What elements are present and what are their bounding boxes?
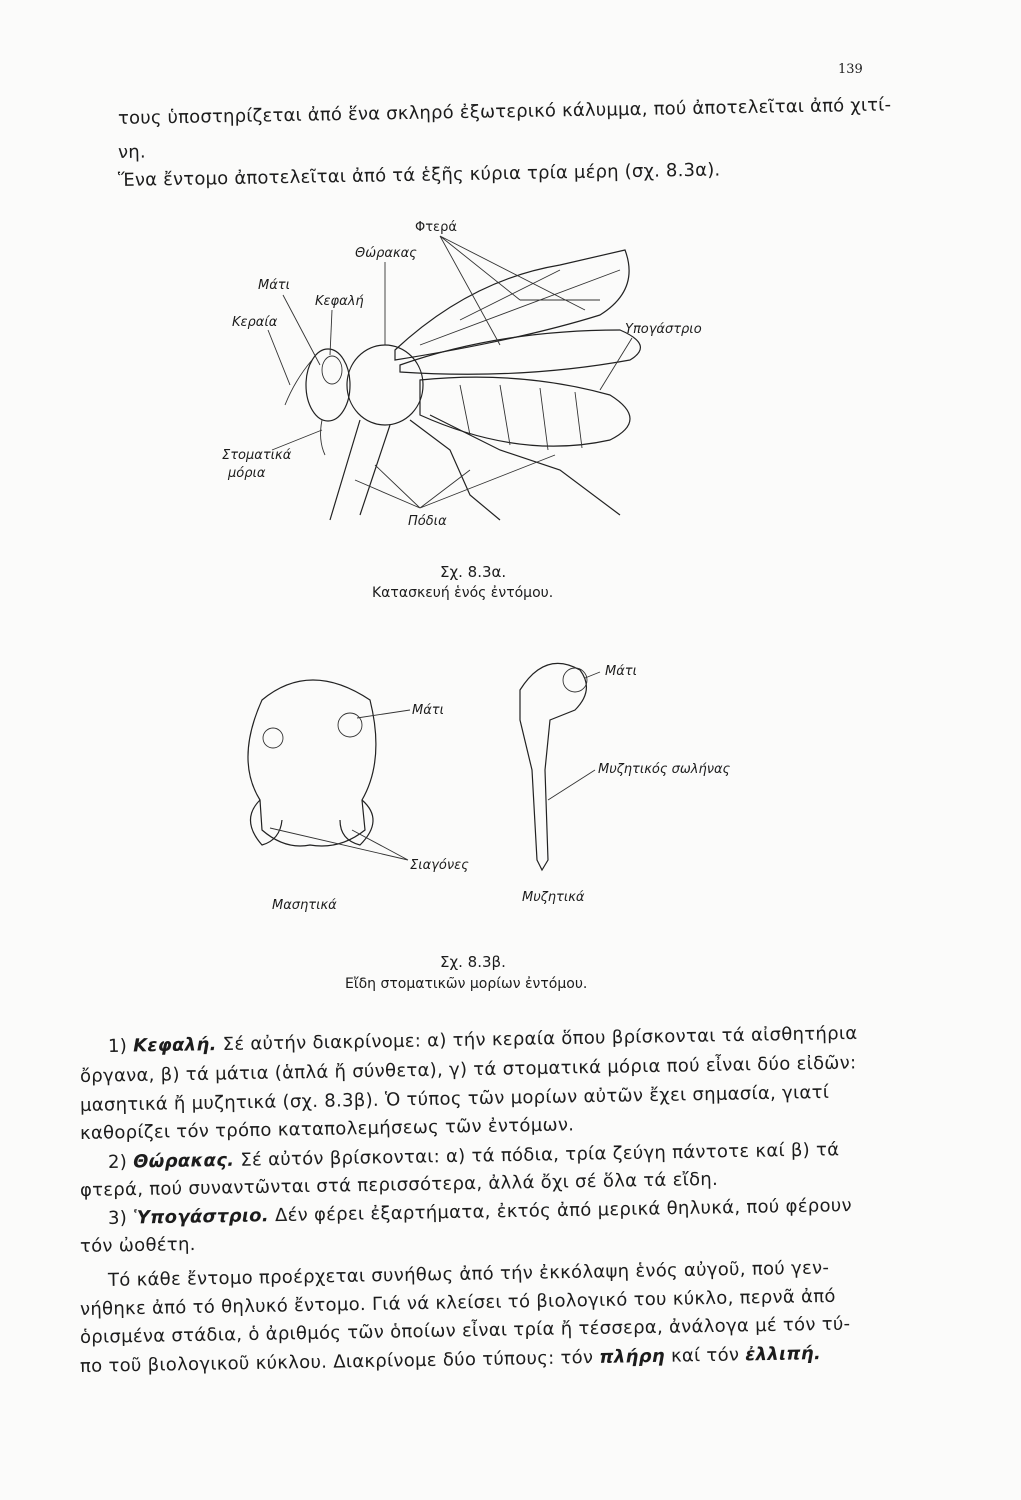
p3-line-1-text: Δέν φέρει ἐξαρτήματα, ἐκτός ἀπό μερικά θηλυκά, πού φέρουν [268, 1195, 853, 1227]
insect-abdomen-shape [420, 377, 630, 446]
figure-b-caption-text: Εἴδη στοματικῶν μορίων ἐντόμου. [345, 976, 588, 992]
figure-a-caption-number: Σχ. 8.3α. [440, 563, 507, 581]
p4-line-4-mid: καί τόν [664, 1344, 746, 1367]
p4-line-2: νήθηκε ἀπό τό θηλυκό ἔντομο. Γιά νά κλείσει τό βιολογικό του κύκλο, περνᾶ ἀπό [79, 1285, 836, 1320]
insect-abdomen-segments [460, 385, 582, 450]
insect-head-shape [306, 349, 350, 421]
mouthparts-leader [272, 430, 322, 450]
mandibles-leaders [270, 828, 408, 860]
sucking-eye-shape [563, 668, 587, 692]
proboscis-leader [548, 770, 595, 800]
label-head: Κεφαλή [315, 294, 364, 309]
label-abdomen: Υπογάστριο [625, 322, 702, 337]
sucking-head-shape [520, 663, 586, 870]
p2-line-1-text: Σέ αὐτόν βρίσκονται: α) τά πόδια, τρία ζεύγη πάντοτε καί β) τά [234, 1139, 840, 1171]
p4-line-3: ὁρισμένα στάδια, ὁ ἀριθμός τῶν ὁποίων εἶναι τρία ἤ τέσσερα, ἀνάλογα μέ τόν τύ- [79, 1313, 851, 1348]
label-sucking: Μυζητικά [522, 890, 585, 905]
insect-leg-front [330, 420, 360, 520]
head-leader [330, 310, 332, 355]
p1-number: 1) [107, 1035, 128, 1057]
chewing-eye-right-shape [338, 713, 362, 737]
p2-term: Θώρακας. [132, 1149, 235, 1173]
wings-leaders [440, 236, 585, 345]
label-antenna: Κεραία [232, 315, 278, 330]
legs-leaders [355, 455, 555, 508]
figure-b-caption-number: Σχ. 8.3β. [440, 953, 506, 971]
figure-a-caption-text: Κατασκευή ἑνός ἐντόμου. [372, 585, 554, 601]
label-eye-chewing: Μάτι [412, 703, 445, 718]
label-mouthparts-1: Στοματικά [222, 448, 292, 463]
mandible-left-shape [250, 800, 282, 845]
intro-line-2: νη. [117, 141, 146, 163]
chewing-eye-leader [357, 710, 410, 718]
label-mandibles: Σιαγόνες [410, 858, 469, 873]
chewing-eye-left-shape [263, 728, 283, 748]
p1-line-2: ὄργανα, β) τά μάτια (ἁπλά ἤ σύνθετα), γ) τά στοματικά μόρια πού εἶναι δύο εἰδῶν: [79, 1052, 857, 1087]
p3-number: 3) [107, 1207, 128, 1229]
term-complete: πλήρη [599, 1345, 666, 1368]
label-eye-sucking: Μάτι [605, 664, 638, 679]
label-mouthparts-2: μόρια [228, 466, 266, 481]
label-wings: Φτερά [415, 220, 457, 235]
p3-term: Ὑπογάστριο. [132, 1205, 270, 1229]
insect-eye-shape [322, 356, 342, 384]
p1-line-4: καθορίζει τόν τρόπο καταπολεμήσεως τῶν ἐντόμων. [79, 1114, 575, 1144]
label-thorax: Θώρακας [355, 246, 417, 261]
p4-line-4-pre: πο τοῦ βιολογικοῦ κύκλου. Διακρίνομε δύο τύπους: τόν [79, 1346, 600, 1377]
p4-line-1: Τό κάθε ἔντομο προέρχεται συνήθως ἀπό τήν ἐκκόλαψη ἑνός αὐγοῦ, πού γεν- [107, 1257, 830, 1291]
sucking-eye-leader [585, 672, 600, 678]
intro-line-3: Ἕνα ἔντομο ἀποτελεῖται ἀπό τά ἑξῆς κύρια τρία μέρη (σχ. 8.3α). [117, 159, 721, 191]
page-number: 139 [838, 62, 863, 77]
p2-line-2: φτερά, πού συναντῶνται στά περισσότερα, ἀλλά ὄχι σέ ὅλα τά εἴδη. [79, 1168, 719, 1201]
intro-line-1: τους ὑποστηρίζεται ἀπό ἕνα σκληρό ἐξωτερικό κάλυμμα, πού ἀποτελεῖται ἀπό χιτί- [117, 94, 892, 129]
p1-line-3: μασητικά ἤ μυζητικά (σχ. 8.3β). Ὁ τύπος τῶν μορίων αὐτῶν ἔχει σημασία, γιατί [79, 1081, 830, 1116]
insect-hindwing-shape [400, 330, 640, 374]
p3-line-2: τόν ὠοθέτη. [79, 1233, 196, 1257]
p2-number: 2) [107, 1151, 128, 1173]
label-legs: Πόδια [408, 514, 447, 529]
p1-line-1-text: Σέ αὐτήν διακρίνομε: α) τήν κεραία ὅπου βρίσκονται τά αἰσθητήρια [216, 1022, 858, 1056]
insect-leg-middle [360, 425, 390, 515]
label-proboscis: Μυζητικός σωλήνας [598, 762, 731, 777]
term-incomplete: ἐλλιπή. [745, 1343, 822, 1366]
insect-mouthparts-shape [321, 420, 325, 455]
p1-term: Κεφαλή. [132, 1034, 217, 1057]
antenna-leader [268, 330, 290, 385]
label-chewing: Μασητικά [272, 898, 337, 913]
label-eye: Μάτι [258, 278, 291, 293]
chewing-head-shape [248, 680, 376, 846]
insect-forewing-shape [395, 250, 629, 360]
